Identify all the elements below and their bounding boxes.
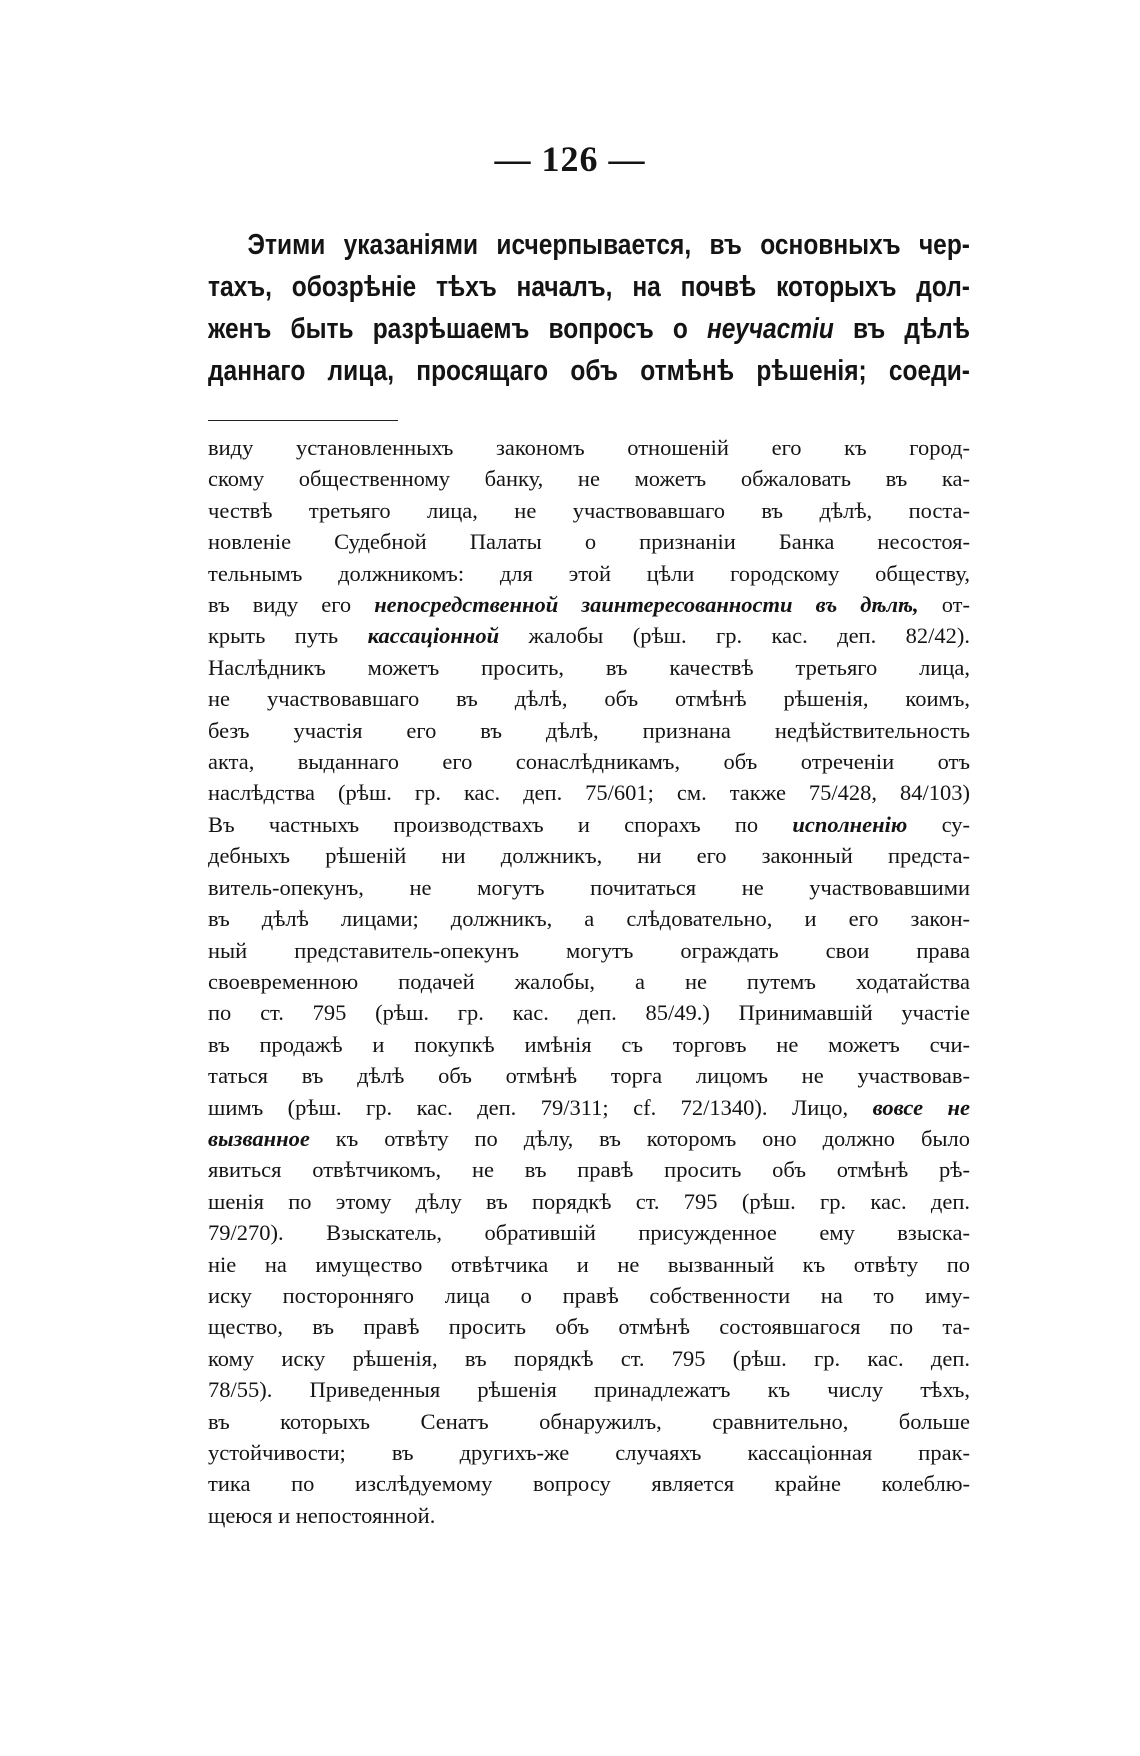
main-line: Этими указаніями исчерпывается, въ основныхъ чер-	[247, 229, 970, 261]
main-line-text: женъ быть разрѣшаемъ вопросъ о	[208, 313, 707, 345]
main-paragraph	[208, 224, 970, 392]
footnote-line: щеюся и непостоянной.	[208, 1502, 436, 1528]
footnote-line: по ст. 795 (рѣш. гр. кас. деп. 85/49.) Принимавшій участіе	[208, 1000, 970, 1026]
footnote-line: ный представитель-опекунъ могутъ ограждать свои права	[208, 937, 970, 963]
footnote-line-text: жалобы (рѣш. гр. кас. деп. 82/42).	[499, 623, 971, 649]
main-line: даннаго лица, просящаго объ отмѣнѣ рѣшенія; соеди-	[208, 355, 970, 387]
footnote-divider	[208, 420, 398, 421]
footnote-line: тика по изслѣдуемому вопросу является крайне колеблю-	[208, 1471, 970, 1497]
footnote-line: таться въ дѣлѣ объ отмѣнѣ торга лицомъ не участвовав-	[208, 1063, 970, 1089]
page-number: — 126 —	[494, 139, 646, 179]
footnote-line-text: крыть путь	[208, 623, 368, 649]
footnote-line-text: Въ частныхъ производствахъ и спорахъ по	[208, 811, 793, 837]
footnote-line: тельнымъ должникомъ: для этой цѣли городскому обществу,	[208, 560, 970, 586]
italic-emphasis: неучастіи	[706, 313, 834, 345]
footnote-line: въ продажѣ и покупкѣ имѣнія съ торговъ не можетъ счи-	[208, 1031, 970, 1057]
main-line: тахъ, обозрѣніе тѣхъ началъ, на почвѣ которыхъ дол-	[208, 271, 970, 303]
footnote-line: акта, выданнаго его сонаслѣдникамъ, объ отреченіи отъ	[208, 749, 970, 775]
footnote-line: въ дѣлѣ лицами; должникъ, а слѣдовательно, и его закон-	[208, 906, 970, 932]
main-line-text: въ дѣлѣ	[833, 313, 970, 345]
footnote-line	[208, 620, 970, 651]
footnote-line: въ которыхъ Сенатъ обнаружилъ, сравнительно, больше	[208, 1408, 970, 1434]
footnote-line: ніе на имущество отвѣтчика и не вызванный къ отвѣту по	[208, 1251, 970, 1277]
footnote-line: явиться отвѣтчикомъ, не въ правѣ просить объ отмѣнѣ рѣ-	[208, 1157, 970, 1183]
italic-emphasis: исполненію	[792, 811, 908, 837]
footnote-line: иску посторонняго лица о правѣ собственности на то иму-	[208, 1282, 970, 1308]
footnote-line-text: от-	[918, 592, 971, 618]
footnote-line: шенія по этому дѣлу въ порядкѣ ст. 795 (рѣш. гр. кас. деп.	[208, 1188, 970, 1214]
footnote-line: 79/270). Взыскатель, обратившій присужденное ему взыска-	[208, 1220, 970, 1246]
footnote-line: дебныхъ рѣшеній ни должникъ, ни его законный предста-	[208, 843, 970, 869]
main-line	[208, 308, 970, 350]
footnote-line: Наслѣдникъ можетъ просить, въ качествѣ третьяго лица,	[208, 654, 970, 680]
footnote-line: 78/55). Приведенныя рѣшенія принадлежатъ къ числу тѣхъ,	[208, 1377, 970, 1403]
italic-emphasis: вовсе не	[872, 1094, 970, 1120]
footnote-line-text: су-	[907, 811, 970, 837]
footnote-line-text: въ виду его	[208, 592, 375, 618]
footnote-line: своевременною подачей жалобы, а не путемъ ходатайства	[208, 968, 970, 994]
footnote-line: витель-опекунъ, не могутъ почитаться не участвовавшими	[208, 874, 970, 900]
footnote-line: чествѣ третьяго лица, не участвовавшаго въ дѣлѣ, поста-	[208, 497, 970, 523]
footnote-line: новленіе Судебной Палаты о признаніи Банка несостоя-	[208, 529, 970, 555]
footnote-line: скому общественному банку, не можетъ обжаловать въ ка-	[208, 466, 970, 492]
footnote-line	[208, 1123, 970, 1154]
footnote-line: кому иску рѣшенія, въ порядкѣ ст. 795 (рѣш. гр. кас. деп.	[208, 1345, 970, 1371]
footnote-text	[208, 432, 970, 1531]
footnote-line-text: къ отвѣту по дѣлу, въ которомъ оно должно было	[309, 1125, 970, 1151]
italic-emphasis: кассаціонной	[367, 623, 500, 649]
footnote-line: виду установленныхъ закономъ отношеній его къ город-	[208, 435, 970, 460]
footnote-line: безъ участія его въ дѣлѣ, признана недѣйствительность	[208, 717, 970, 743]
footnote-line: щество, въ правѣ просить объ отмѣнѣ состоявшагося по та-	[208, 1314, 970, 1340]
footnote-line-text: шимъ (рѣш. гр. кас. деп. 79/311; cf. 72/1340). Лицо,	[208, 1094, 873, 1120]
italic-emphasis: вызванное	[208, 1125, 310, 1151]
footnote-line: наслѣдства (рѣш. гр. кас. деп. 75/601; см. также 75/428, 84/103)	[208, 780, 970, 806]
footnote-line: не участвовавшаго въ дѣлѣ, объ отмѣнѣ рѣшенія, коимъ,	[208, 686, 970, 712]
footnote-line	[208, 589, 970, 620]
footnote-line	[208, 809, 970, 840]
footnote-line	[208, 1092, 970, 1123]
footnote-line: устойчивости; въ другихъ-же случаяхъ кассаціонная прак-	[208, 1440, 970, 1465]
italic-emphasis: непосредственной заинтересованности въ дѣлѣ,	[374, 592, 919, 618]
